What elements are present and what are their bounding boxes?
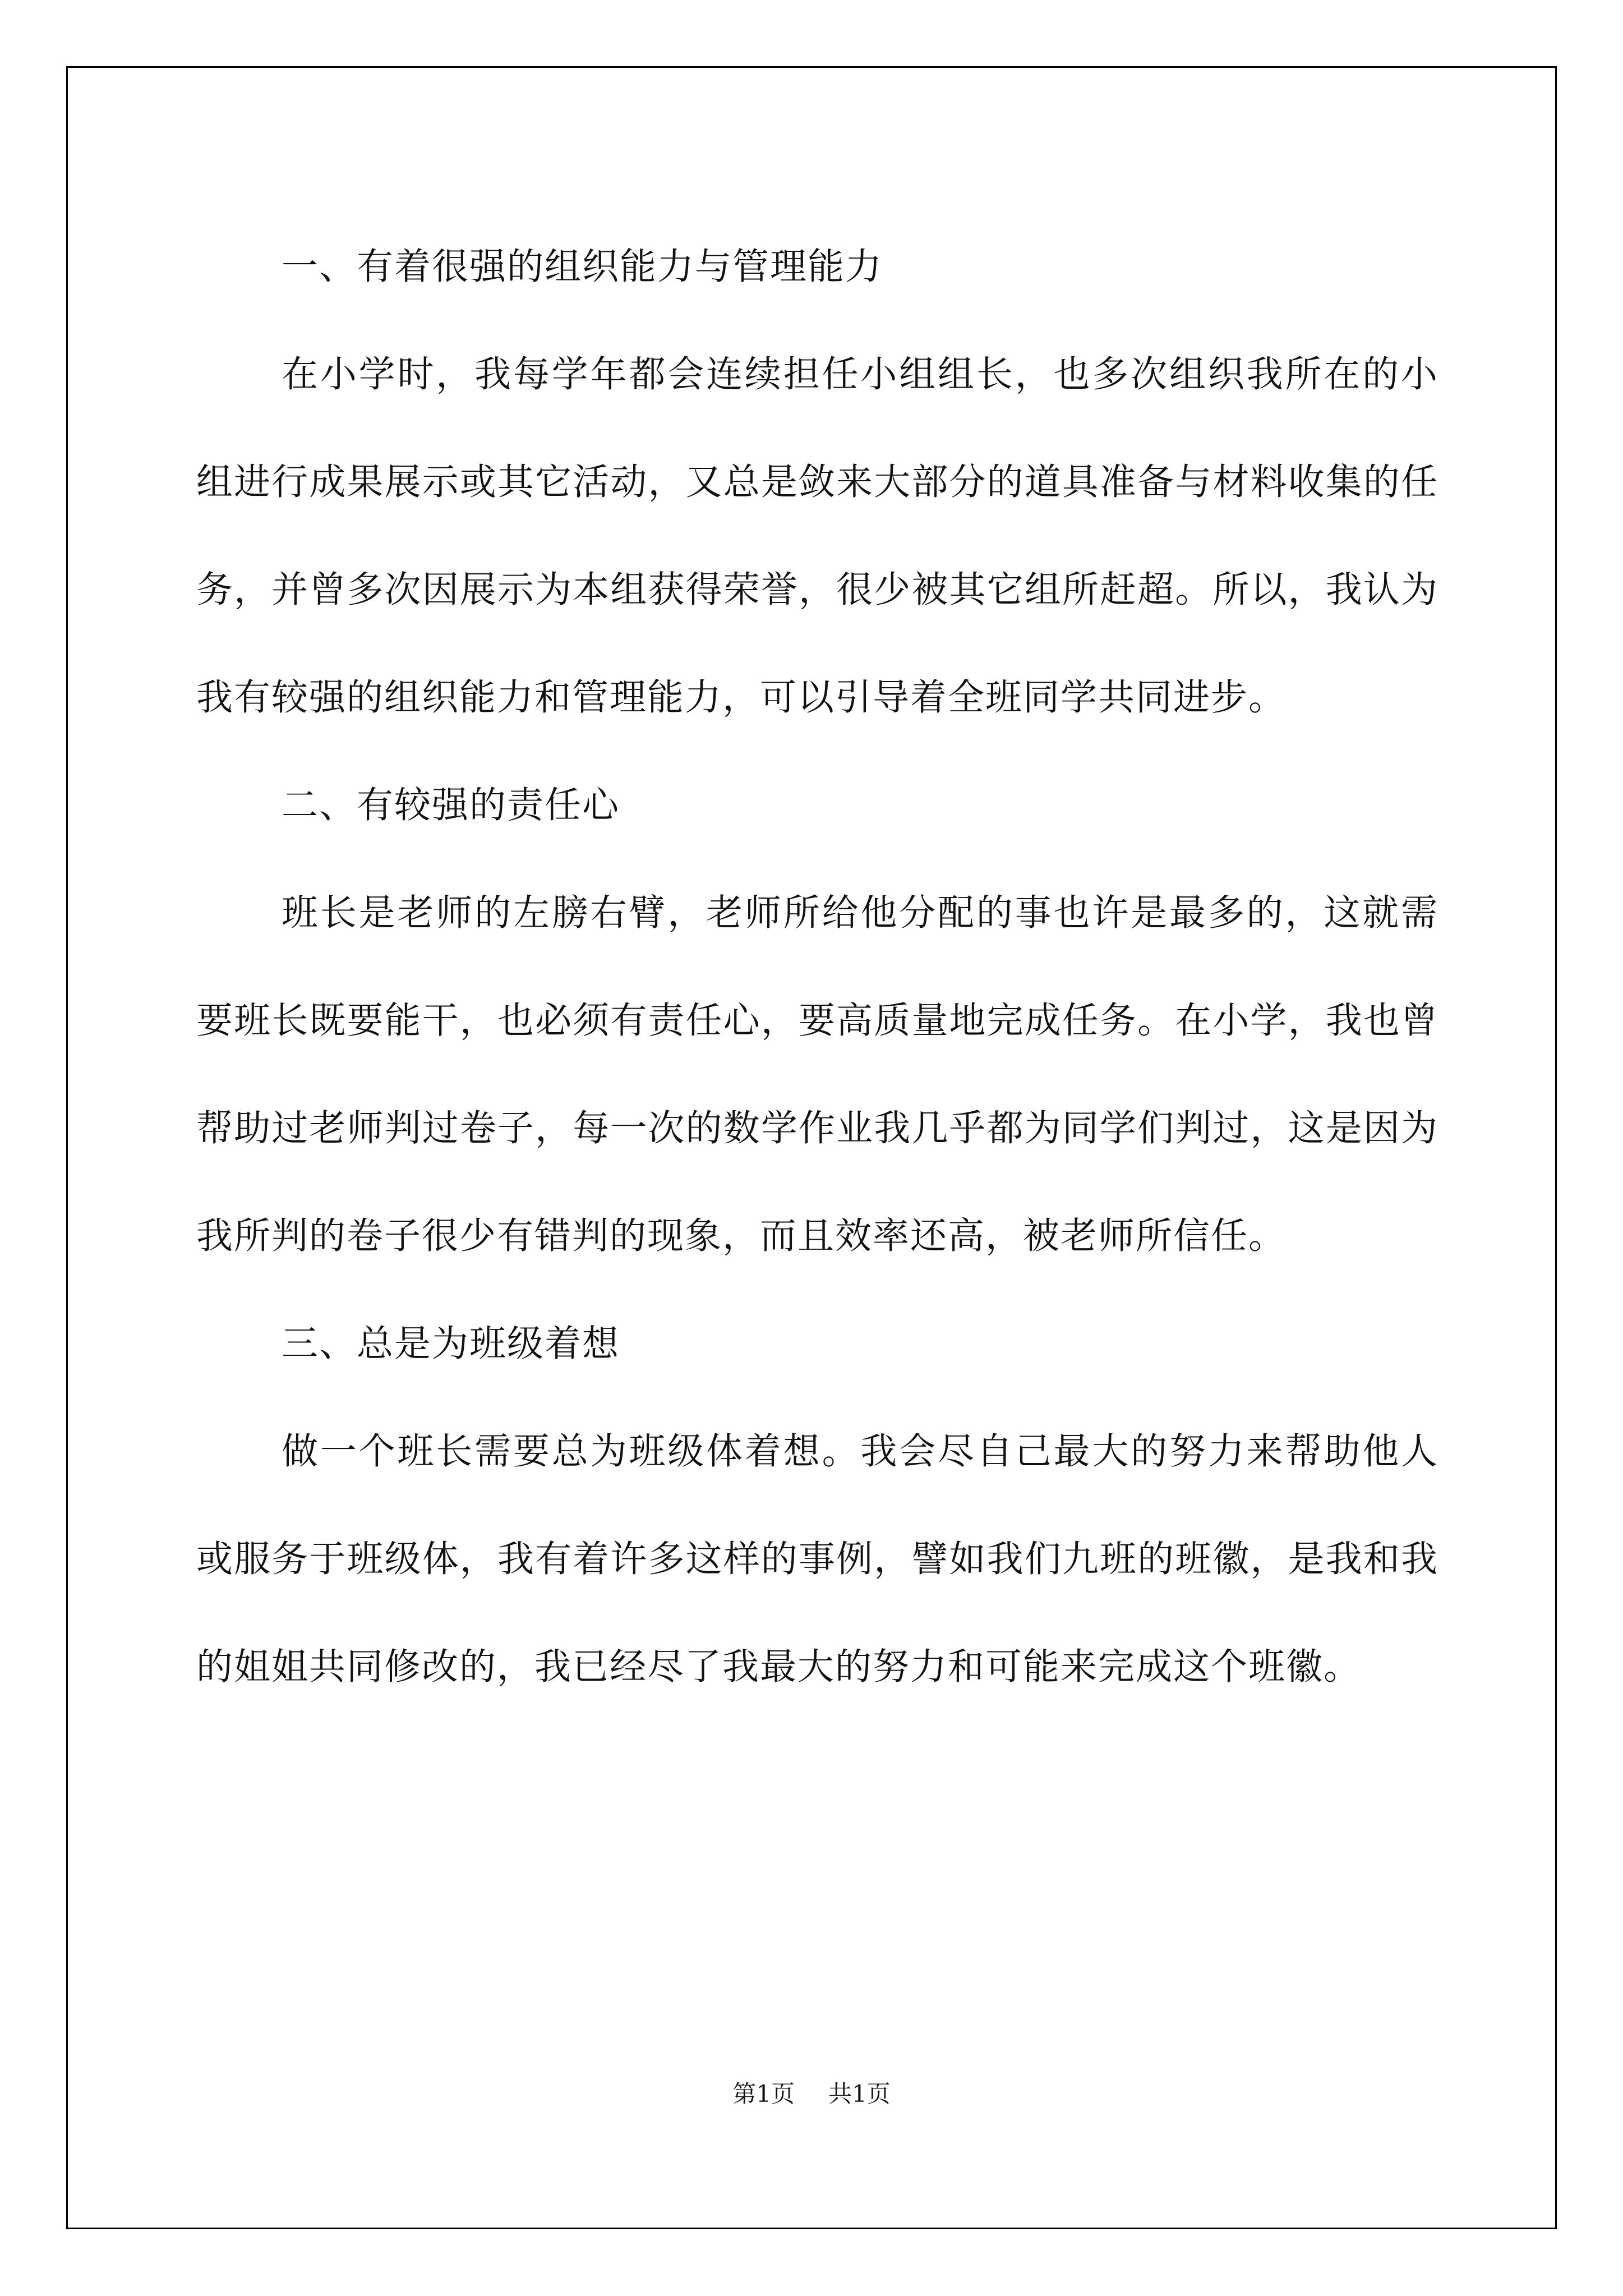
section-heading-3: 三、总是为班级着想 [282, 1323, 620, 1365]
page-number-total: 共1页 [828, 2080, 891, 2108]
page-footer [0, 2076, 1623, 2109]
section-body-1: 在小学时，我每学年都会连续担任小组组长，也多次组织我所在的小组进行成果展示或其它活动，又总是敛来大部分的道具准备与材料收集的任务，并曾多次因展示为本组获得荣誉，很少被其它组所赶超。所以，我认为我有较强的组织能力和管理能力，可以引导着全班同学共同进步。 [196, 353, 1438, 719]
page-number-current: 第1页 [732, 2080, 795, 2108]
section-heading-1: 一、有着很强的组织能力与管理能力 [282, 246, 883, 288]
section-body-3: 做一个班长需要总为班级体着想。我会尽自己最大的努力来帮助他人或服务于班级体，我有着许多这样的事例，譬如我们九班的班徽，是我和我的姐姐共同修改的，我已经尽了我最大的努力和可能来完成这个班徽。 [196, 1430, 1438, 1688]
section-body-2: 班长是老师的左膀右臂，老师所给他分配的事也许是最多的，这就需要班长既要能干，也必须有责任心，要高质量地完成任务。在小学，我也曾帮助过老师判过卷子，每一次的数学作业我几乎都为同学们判过，这是因为我所判的卷子很少有错判的现象，而且效率还高，被老师所信任。 [196, 892, 1438, 1257]
document-body [196, 213, 1438, 1721]
section-heading-2: 二、有较强的责任心 [282, 784, 620, 826]
